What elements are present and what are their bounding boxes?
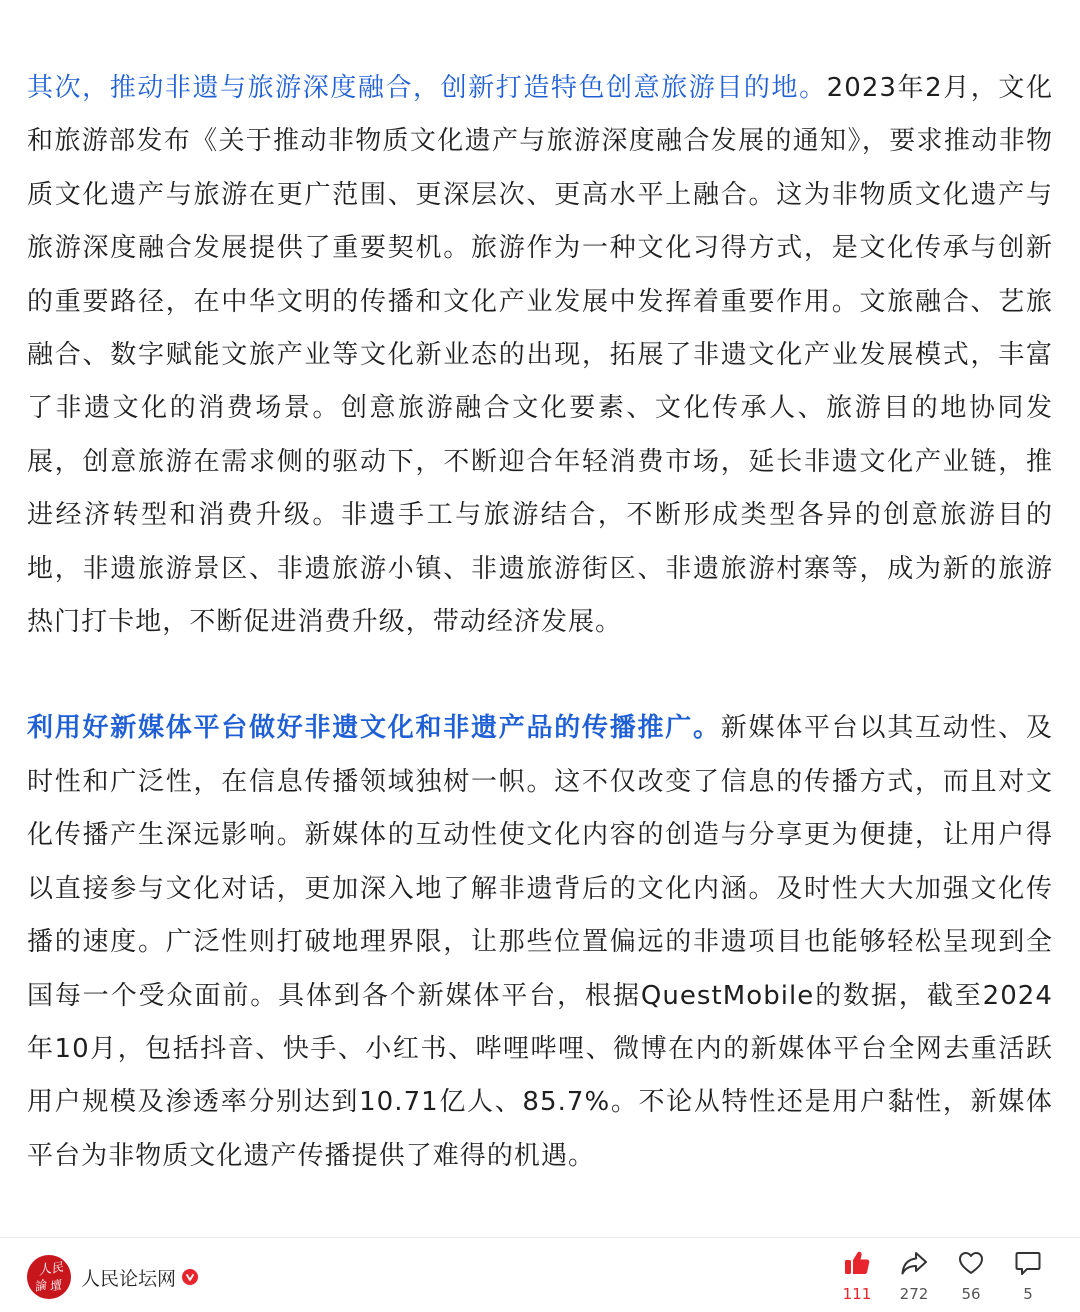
article-paragraph [27,62,1053,649]
comment-count: 5 [1023,1285,1033,1303]
thumbs-up-icon [842,1248,872,1278]
like-button[interactable] [827,1248,887,1302]
paragraph-text: 新媒体平台以其互动性、及时性和广泛性，在信息传播领域独树一帜。这不仅改变了信息的传播方式，而且对文化传播产生深远影响。新媒体的互动性使文化内容的创造与分享更为便捷，让用户得以直接参与文化对话，更加深入地了解非遗背后的文化内涵。及时性大大加强文化传播的速度。广泛性则打破地理界限，让那些位置偏远的非遗项目也能够轻松呈现到全国每一个受众面前。具体到各个新媒体平台，根据QuestMobile的数据，截至2024年10月，包括抖音、快手、小红书、哔哩哔哩、微博在内的新媒体平台全网去重活跃用户规模及渗透率分别达到10.71亿人、85.7%。不论从特性还是用户黏性，新媒体平台为非物质文化遗产传播提供了难得的机遇。 [27,713,1053,1171]
svg-text:壇: 壇 [47,1277,63,1294]
svg-text:論: 論 [32,1277,48,1294]
like-count: 111 [842,1285,872,1303]
heart-icon [956,1248,986,1278]
author-name[interactable]: 人民论坛网 [81,1267,177,1290]
bottom-action-bar [0,1237,1080,1312]
svg-text:民: 民 [49,1259,65,1276]
share-count: 272 [899,1285,929,1303]
paragraph-highlight: 利用好新媒体平台做好非遗文化和非遗产品的传播推广。 [27,713,721,744]
article-paragraph [27,702,1053,1183]
svg-text:人: 人 [36,1261,53,1279]
share-icon [899,1248,929,1278]
action-group [0,1248,1080,1310]
article-body [27,62,1053,1183]
paragraph-highlight: 其次，推动非遗与旅游深度融合，创新打造特色创意旅游目的地。 [27,73,827,103]
comment-button[interactable] [998,1248,1058,1302]
favorite-count: 56 [961,1285,981,1303]
favorite-button[interactable] [941,1248,1001,1302]
comment-icon [1013,1248,1043,1278]
paragraph-text: 2023年2月，文化和旅游部发布《关于推动非物质文化遗产与旅游深度融合发展的通知》，要求推动非物质文化遗产与旅游在更广范围、更深层次、更高水平上融合。这为非物质文化遗产与旅游深度融合发展提供了重要契机。旅游作为一种文化习得方式，是文化传承与创新的重要路径，在中华文明的传播和文化产业发展中发挥着重要作用。文旅融合、艺旅融合、数字赋能文旅产业等文化新业态的出现，拓展了非遗文化产业发展模式，丰富了非遗文化的消费场景。创意旅游融合文化要素、文化传承人、旅游目的地协同发展，创意旅游在需求侧的驱动下，不断迎合年轻消费市场，延长非遗文化产业链，推进经济转型和消费升级。非遗手工与旅游结合，不断形成类型各异的创意旅游目的地，非遗旅游景区、非遗旅游小镇、非遗旅游街区、非遗旅游村寨等，成为新的旅游热门打卡地，不断促进消费升级，带动经济发展。 [27,73,1053,638]
share-button[interactable] [884,1248,944,1302]
